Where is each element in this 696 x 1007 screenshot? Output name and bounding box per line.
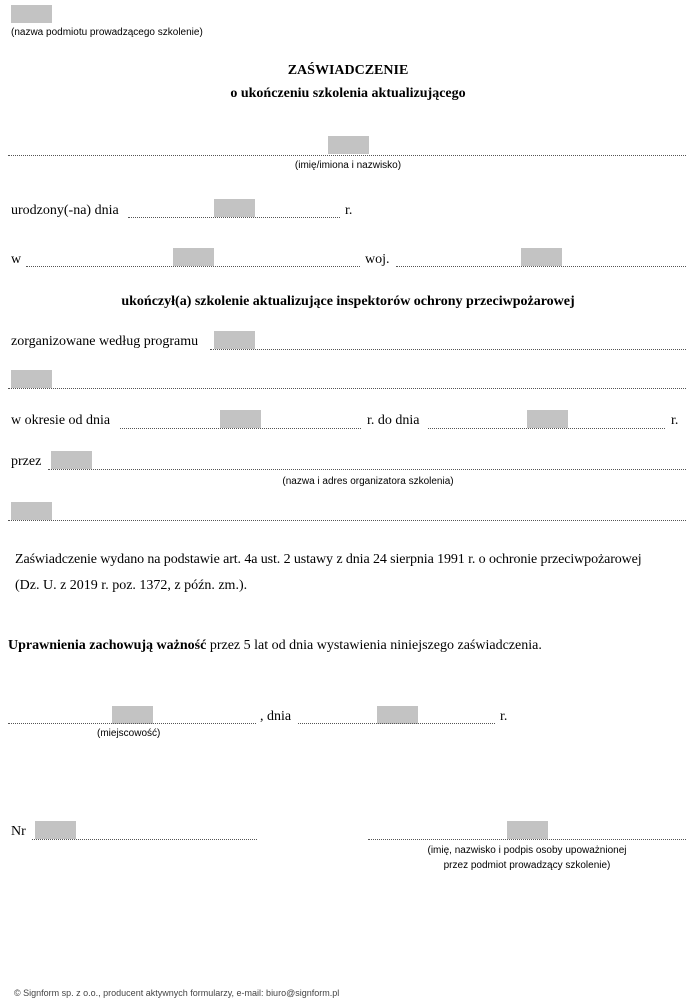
period-to-label: r. do dnia: [367, 413, 420, 428]
period-year-suffix: r.: [671, 413, 679, 428]
birth-year-suffix: r.: [345, 203, 353, 218]
name-caption: (imię/imiona i nazwisko): [294, 160, 402, 171]
number-label: Nr: [11, 824, 26, 839]
province-field[interactable]: [521, 248, 562, 266]
period-to-line: [428, 428, 665, 429]
program-line: [210, 349, 686, 350]
program-label: zorganizowane według programu: [11, 334, 199, 349]
full-name-field[interactable]: [328, 136, 369, 154]
validity-rest: przez 5 lat od dnia wystawienia niniejszego zaświadczenia.: [206, 638, 542, 653]
period-from-line: [120, 428, 361, 429]
issue-date-line: [298, 723, 495, 724]
program-continuation-line: [8, 388, 686, 389]
document-subtitle: o ukończeniu szkolenia aktualizującego: [230, 86, 466, 101]
birth-date-line: [128, 217, 340, 218]
period-from-label: w okresie od dnia: [11, 413, 111, 428]
born-label: urodzony(-na) dnia: [11, 203, 119, 218]
legal-basis-line-1: Zaświadczenie wydano na podstawie art. 4a ust. 2 ustawy z dnia 24 sierpnia 1991 r. o ochronie przeciwpożarowej: [15, 552, 642, 567]
birth-place-line: [26, 266, 360, 267]
organizer-label: przez: [11, 454, 42, 469]
place-field[interactable]: [112, 706, 153, 724]
period-to-field[interactable]: [527, 410, 568, 428]
province-line: [396, 266, 686, 267]
program-field[interactable]: [214, 331, 255, 349]
legal-basis-line-2: (Dz. U. z 2019 r. poz. 1372, z późn. zm.).: [15, 578, 248, 593]
place-caption: (miejscowość): [97, 728, 161, 739]
signature-caption-line-1: (imię, nazwisko i podpis osoby upoważnionej: [427, 845, 627, 856]
issuer-name-field[interactable]: [11, 5, 52, 23]
organizer-continuation-line: [8, 520, 686, 521]
birth-date-field[interactable]: [214, 199, 255, 217]
program-continuation-field[interactable]: [11, 370, 52, 388]
place-line: [8, 723, 256, 724]
document-title: ZAŚWIADCZENIE: [287, 63, 409, 78]
issue-date-field[interactable]: [377, 706, 418, 724]
signature-field[interactable]: [507, 821, 548, 839]
birth-place-field[interactable]: [173, 248, 214, 266]
validity-bold: Uprawnienia zachowują ważność: [8, 638, 207, 653]
validity-statement: [8, 638, 542, 654]
organizer-line: [48, 469, 686, 470]
signature-line: [368, 839, 686, 840]
full-name-line: [8, 155, 686, 156]
birth-place-label: w: [11, 252, 22, 267]
period-from-field[interactable]: [220, 410, 261, 428]
certificate-number-field[interactable]: [35, 821, 76, 839]
certificate-number-line: [32, 839, 257, 840]
organizer-field[interactable]: [51, 451, 92, 469]
organizer-caption: (nazwa i adres organizatora szkolenia): [282, 476, 454, 487]
completed-statement: ukończył(a) szkolenie aktualizujące inspektorów ochrony przeciwpożarowej: [121, 294, 575, 309]
signature-caption-line-2: przez podmiot prowadzący szkolenie): [443, 860, 611, 871]
organizer-continuation-field[interactable]: [11, 502, 52, 520]
issue-year-suffix: r.: [500, 709, 508, 724]
date-label: , dnia: [260, 709, 292, 724]
province-label: woj.: [365, 252, 390, 267]
footer-copyright: © Signform sp. z o.o., producent aktywnych formularzy, e-mail: biuro@signform.pl: [14, 988, 340, 998]
issuer-caption: (nazwa podmiotu prowadzącego szkolenie): [11, 27, 203, 38]
